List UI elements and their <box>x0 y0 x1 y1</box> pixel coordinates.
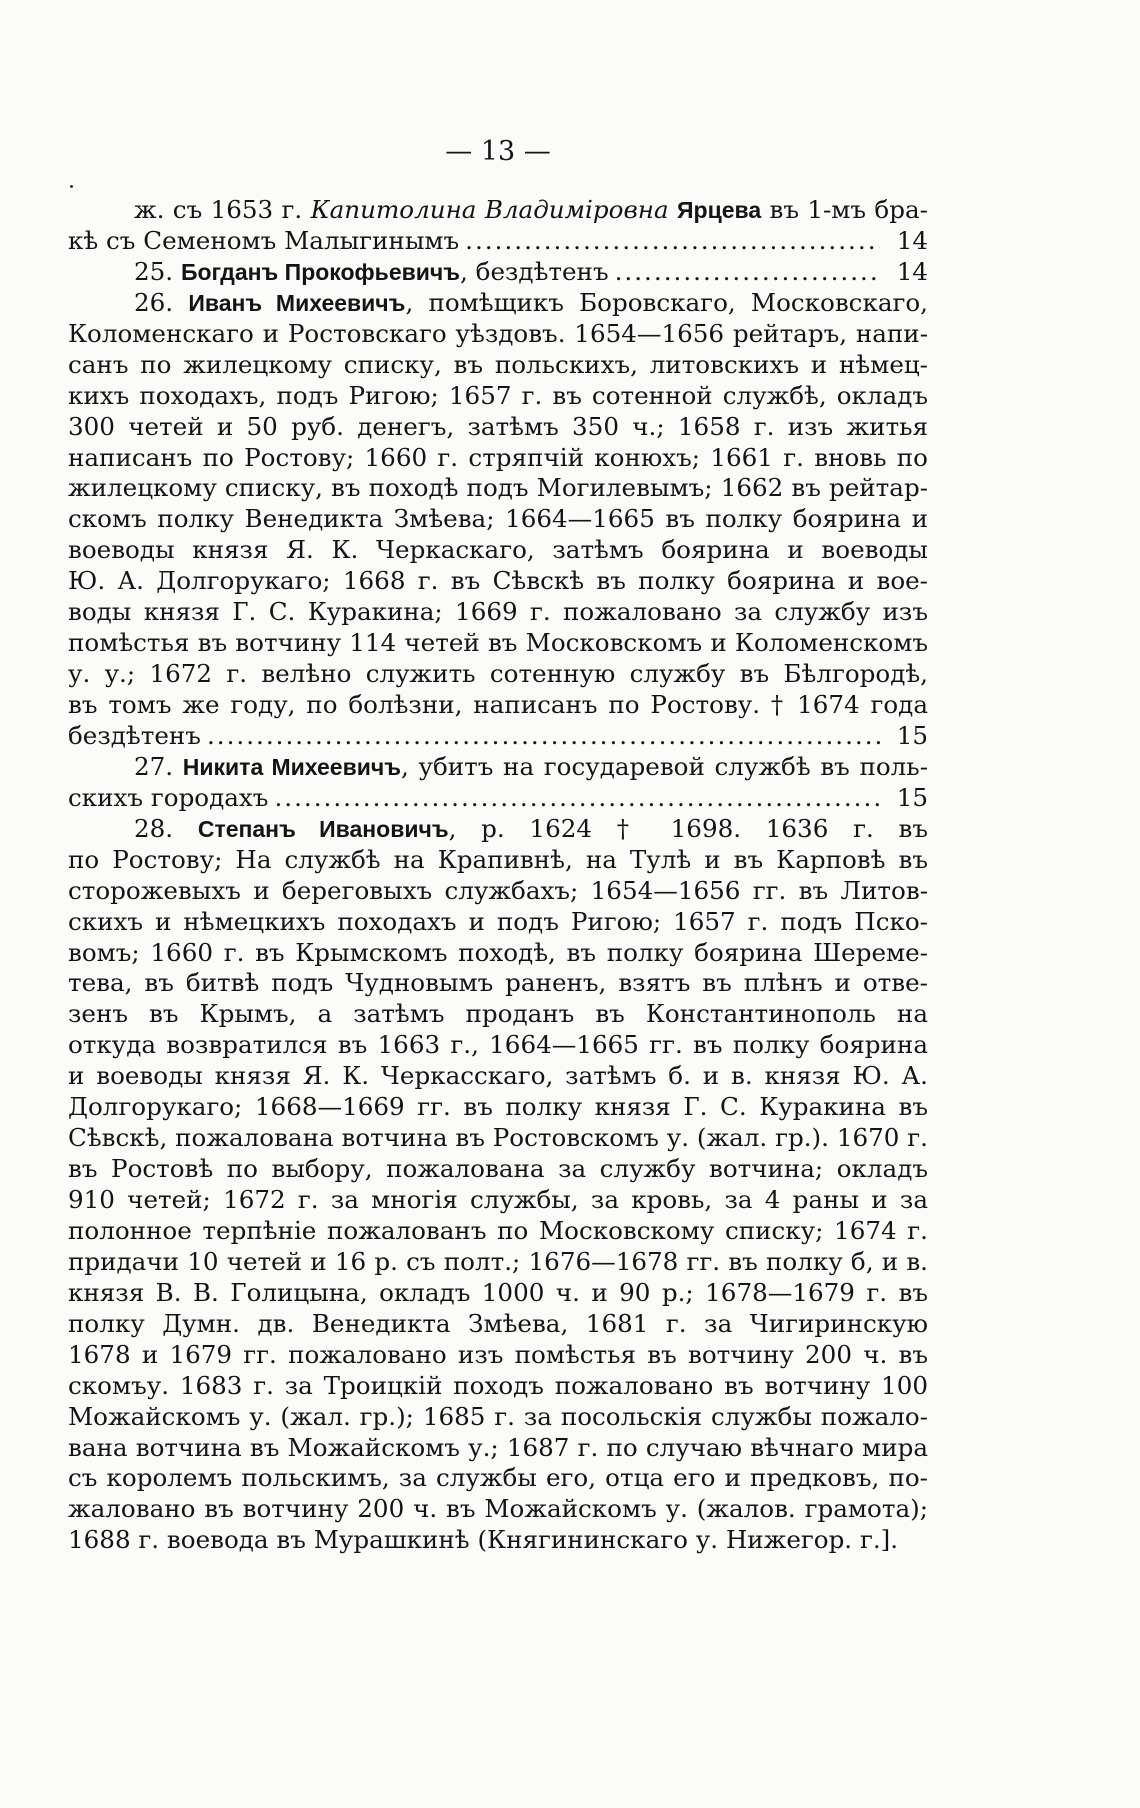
text-line: по Ростову; На службѣ на Крапивнѣ, на Тулѣ и въ Карповѣ въ <box>68 844 928 874</box>
text-line: вана вотчина въ Можайскомъ у.; 1687 г. по случаю вѣчнаго мира <box>68 1432 928 1462</box>
text-line: жилецкому списку, въ походѣ подъ Могилевымъ; 1662 въ рейтар- <box>68 473 928 503</box>
text-line: написанъ по Ростову; 1660 г. стряпчій конюхъ; 1661 г. вновь по <box>68 442 928 472</box>
text-line: воды князя Г. С. Куракина; 1669 г. пожаловано за службу изъ <box>68 597 928 627</box>
family-name: Ярцева <box>676 197 762 223</box>
text-line: жаловано въ вотчину 200 ч. въ Можайскомъ у. (жалов. грамота); <box>68 1494 928 1524</box>
text-line: ж. съ 1653 г. Капитолина Владиміровна Ярцева въ 1-мъ бра- <box>134 195 928 224</box>
entry-name: Степанъ Ивановичъ <box>197 815 449 842</box>
text-line: помѣстья въ вотчину 114 четей въ Московскомъ и Коломенскомъ <box>68 628 928 658</box>
person-name-italic: Капитолина Владиміровна <box>310 195 669 224</box>
page-reference: 14 <box>896 256 928 286</box>
text-line: Ю. А. Долгорукаго; 1668 г. въ Сѣвскѣ въ полку боярина и вое- <box>68 566 928 596</box>
text-line: скомъ полку Венедикта Змѣева; 1664—1665 въ полку боярина и <box>68 504 928 534</box>
text-line: въ томъ же году, по болѣзни, написанъ по Ростову. † 1674 года <box>68 690 928 719</box>
text-line: тева, въ битвѣ подъ Чудновымъ раненъ, взятъ въ плѣнъ и отве- <box>68 968 928 998</box>
page-reference: 15 <box>896 782 928 812</box>
text-line: придачи 10 четей и 16 р. съ полт.; 1676—1678 гг. въ полку б, и в. <box>68 1246 928 1276</box>
entry-28: 28. Степанъ Ивановичъ, р. 1624 † 1698. 1636 г. въ <box>134 813 928 843</box>
text-line: Коломенскаго и Ростовскаго уѣздовъ. 1654—1656 рейтаръ, напи- <box>68 318 928 348</box>
text-line: 910 четей; 1672 г. за многія службы, за кровь, за 4 раны и за <box>68 1185 928 1214</box>
text-line: 300 четей и 50 руб. денегъ, затѣмъ 350 ч.; 1658 г. изъ житья <box>68 411 928 441</box>
text-line: съ королемъ польскимъ, за службы его, отца его и предковъ, по- <box>68 1463 928 1493</box>
genealogy-text <box>68 195 928 1556</box>
text-line: вомъ; 1660 г. въ Крымскомъ походѣ, въ полку боярина Шереме- <box>68 937 928 967</box>
text-line: полку Думн. дв. Венедикта Змѣева, 1681 г. за Чигиринскую <box>68 1308 928 1338</box>
text-line: воеводы князя Я. К. Черкаскаго, затѣмъ боярина и воеводы <box>68 535 928 565</box>
entry-name: Иванъ Михеевичъ <box>188 289 406 316</box>
print-speck <box>70 185 73 188</box>
text-line: 1678 и 1679 гг. пожаловано изъ помѣстья въ вотчину 200 ч. въ <box>68 1339 928 1369</box>
entry-name: Никита Михеевичъ <box>182 753 401 780</box>
entry-name: Богданъ Прокофьевичъ <box>180 258 461 285</box>
page-reference: 15 <box>896 720 928 750</box>
text-line: скомъу. 1683 г. за Троицкій походъ пожаловано въ вотчину 100 <box>68 1370 928 1400</box>
text-line: въ Ростовѣ по выбору, пожалована за службу вотчина; окладъ <box>68 1154 928 1184</box>
page-number: — 13 — <box>445 136 551 167</box>
leader-line: бездѣтенъ ..... 15 <box>68 721 928 752</box>
text-line: зенъ въ Крымъ, а затѣмъ проданъ въ Константинополь на <box>68 999 928 1029</box>
text-line: Долгорукаго; 1668—1669 гг. въ полку князя Г. С. Куракина въ <box>68 1092 928 1122</box>
page-reference: 14 <box>896 225 928 255</box>
leader-line: кѣ съ Семеномъ Малыгинымъ ..... 14 <box>68 226 928 257</box>
text-line: 1688 г. воевода въ Мурашкинѣ (Княгининскаго у. Нижегор. г.]. <box>68 1525 899 1555</box>
text-line: Можайскомъ у. (жал. гр.); 1685 г. за посольскія службы пожало- <box>68 1401 928 1431</box>
text-line: у. у.; 1672 г. велѣно служить сотенную службу въ Бѣлгородѣ, <box>68 659 928 689</box>
text-line: князя В. В. Голицына, окладъ 1000 ч. и 90 р.; 1678—1679 г. въ <box>68 1277 928 1307</box>
text-line: кихъ походахъ, подъ Ригою; 1657 г. въ сотенной службѣ, окладъ <box>68 380 928 410</box>
entry-25: 25. Богданъ Прокофьевичъ, бездѣтенъ ..... 14 <box>68 257 928 288</box>
text-line: полонное терпѣніе пожалованъ по Московскому списку; 1674 г. <box>68 1215 928 1245</box>
text-line: скихъ и нѣмецкихъ походахъ и подъ Ригою; 1657 г. подъ Пско- <box>68 906 928 936</box>
text-line: откуда возвратился въ 1663 г., 1664—1665 гг. въ полку боярина <box>68 1030 928 1060</box>
text-line: санъ по жилецкому списку, въ польскихъ, литовскихъ и нѣмец- <box>68 349 928 379</box>
entry-26: 26. Иванъ Михеевичъ, помѣщикъ Боровскаго, Московскаго, <box>134 287 928 317</box>
text-line: Сѣвскѣ, пожалована вотчина въ Ростовскомъ у. (жал. гр.). 1670 г. <box>68 1123 928 1153</box>
entry-27: 27. Никита Михеевичъ, убитъ на государевой службѣ въ поль- <box>134 751 928 781</box>
text-line: и воеводы князя Я. К. Черкасскаго, затѣмъ б. и в. князя Ю. А. <box>68 1061 928 1091</box>
text-line: сторожевыхъ и береговыхъ службахъ; 1654—1656 гг. въ Литов- <box>68 875 928 905</box>
leader-line: скихъ городахъ ..... 15 <box>68 783 928 814</box>
